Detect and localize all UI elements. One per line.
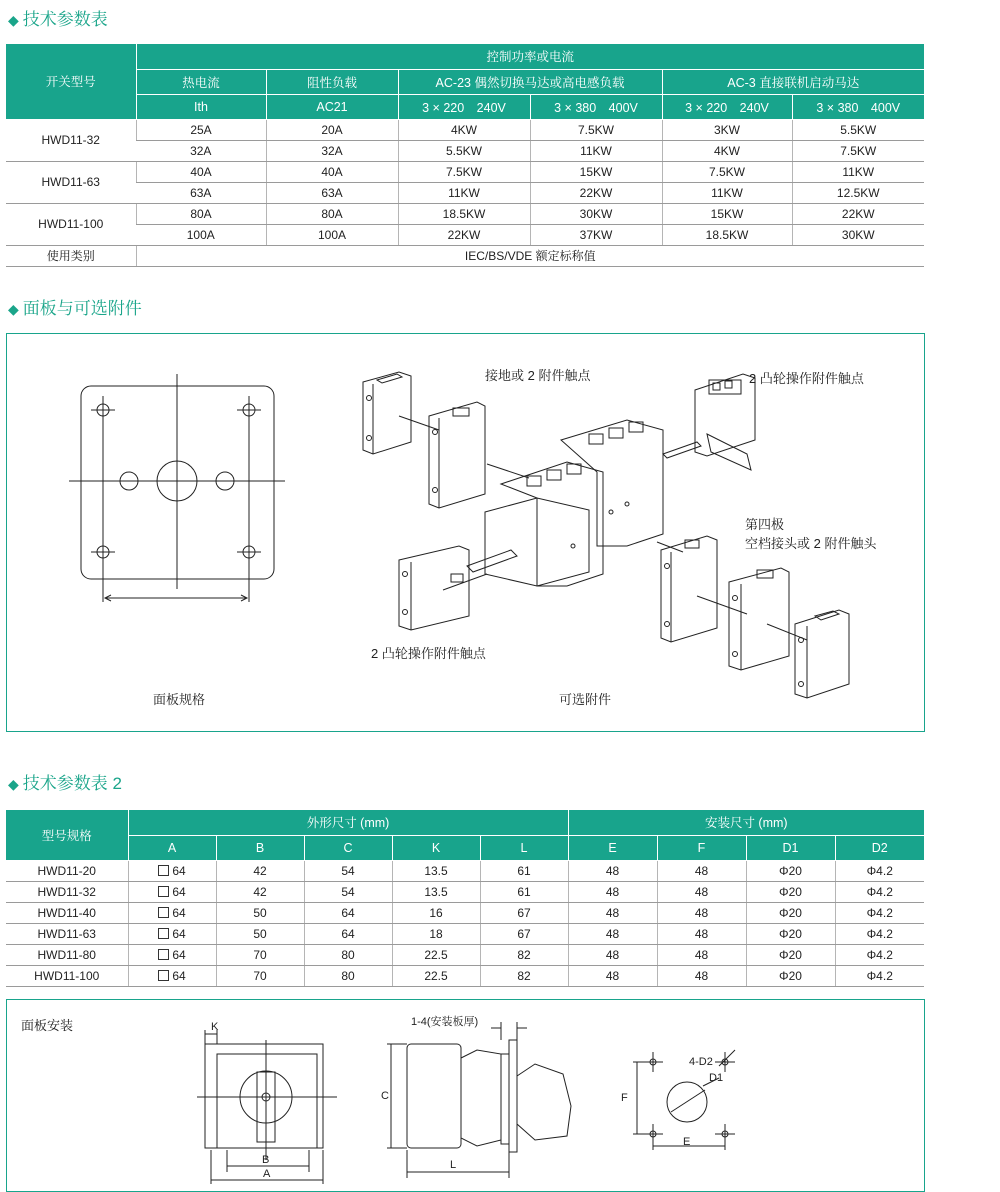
cell: 4KW — [398, 119, 530, 140]
accessory-fourth-pole — [661, 536, 717, 642]
table-row — [6, 245, 924, 266]
cell-a — [128, 965, 216, 986]
header-f: F — [657, 835, 746, 860]
model-cell: HWD11-63 — [6, 923, 128, 944]
header-b: B — [216, 835, 304, 860]
cell-f: 48 — [657, 881, 746, 902]
square-icon — [158, 949, 169, 960]
section-title-text: 面板与可选附件 — [22, 299, 142, 318]
panel-accessories-box — [6, 333, 925, 732]
cell: 5.5KW — [398, 140, 530, 161]
dimension-rows — [6, 860, 924, 986]
cell-a — [128, 860, 216, 881]
header-ac3-220: 3 × 220 240V — [662, 94, 792, 119]
dim-k: K — [211, 1021, 219, 1033]
cell-d2: Φ4.2 — [835, 923, 924, 944]
header-d1: D1 — [746, 835, 835, 860]
cell-k: 18 — [392, 923, 480, 944]
cell: 3KW — [662, 119, 792, 140]
model-cell: HWD11-100 — [6, 203, 136, 245]
header-ac3: AC-3 直接联机启动马达 — [662, 69, 924, 94]
cell-e: 48 — [568, 965, 657, 986]
cell-d1: Φ20 — [746, 923, 835, 944]
table-row — [6, 923, 924, 944]
dim-c: C — [381, 1090, 389, 1102]
header-resistive: 阻性负载 — [266, 69, 398, 94]
cell: 37KW — [530, 224, 662, 245]
model-cell: HWD11-40 — [6, 902, 128, 923]
cell: 5.5KW — [792, 119, 924, 140]
cell: 11KW — [398, 182, 530, 203]
callout-fourth-pole-2: 空档接头或 2 附件触头 — [745, 536, 877, 551]
cell: 25A — [136, 119, 266, 140]
model-cell: HWD11-80 — [6, 944, 128, 965]
dim-f: F — [621, 1092, 628, 1104]
dim-a: A — [263, 1168, 271, 1180]
diamond-icon: ◆ — [8, 776, 19, 792]
section-title-text: 技术参数表 — [22, 10, 108, 29]
cell-d2: Φ4.2 — [835, 965, 924, 986]
cell-e: 48 — [568, 944, 657, 965]
cell-l: 61 — [480, 881, 568, 902]
cell-d1: Φ20 — [746, 860, 835, 881]
cell-b: 42 — [216, 881, 304, 902]
diamond-icon: ◆ — [8, 12, 19, 28]
header-group: 控制功率或电流 — [136, 44, 924, 69]
cell: 22KW — [530, 182, 662, 203]
cell-f: 48 — [657, 944, 746, 965]
dim-e: E — [683, 1136, 691, 1148]
model-cell: HWD11-63 — [6, 161, 136, 203]
cell: 22KW — [792, 203, 924, 224]
square-icon — [158, 865, 169, 876]
cell: 15KW — [530, 161, 662, 182]
accessory-right-mid — [729, 568, 789, 670]
cell-b: 50 — [216, 902, 304, 923]
usage-label: 使用类别 — [6, 245, 136, 266]
cell: 32A — [136, 140, 266, 161]
table-row — [6, 203, 924, 224]
table-row — [6, 860, 924, 881]
cell-d2: Φ4.2 — [835, 902, 924, 923]
cell: 80A — [136, 203, 266, 224]
cell-b: 42 — [216, 860, 304, 881]
dimension-table — [6, 810, 924, 987]
cell-a — [128, 923, 216, 944]
accessory-left-top — [363, 372, 411, 454]
cell-k: 22.5 — [392, 965, 480, 986]
cell-d2: Φ4.2 — [835, 881, 924, 902]
cell-e: 48 — [568, 860, 657, 881]
table-row — [6, 140, 924, 161]
cell-b: 50 — [216, 923, 304, 944]
cell: 30KW — [792, 224, 924, 245]
header-ac23-220: 3 × 220 240V — [398, 94, 530, 119]
cell-l: 67 — [480, 902, 568, 923]
header-outer: 外形尺寸 (mm) — [128, 810, 568, 835]
cell: 18.5KW — [398, 203, 530, 224]
cell: 7.5KW — [662, 161, 792, 182]
table-row — [6, 182, 924, 203]
front-outline — [205, 1044, 323, 1148]
table-row — [6, 881, 924, 902]
cell-b: 70 — [216, 944, 304, 965]
header-ac21: AC21 — [266, 94, 398, 119]
cell-a — [128, 881, 216, 902]
square-icon — [158, 907, 169, 918]
section-title-text: 技术参数表 2 — [22, 774, 122, 793]
section-title-spec — [8, 5, 108, 30]
cell-f: 48 — [657, 860, 746, 881]
cell-l: 61 — [480, 860, 568, 881]
main-switch-body — [467, 420, 701, 586]
callout-fourth-pole-1: 第四极 — [745, 517, 785, 532]
accessory-ground — [429, 402, 485, 508]
table-row — [6, 161, 924, 182]
cell-k: 22.5 — [392, 944, 480, 965]
cell-d2: Φ4.2 — [835, 944, 924, 965]
cell-k: 16 — [392, 902, 480, 923]
dim-thickness: 1-4(安装板厚) — [411, 1016, 479, 1028]
cell: 100A — [136, 224, 266, 245]
header-model: 开关型号 — [6, 44, 136, 119]
cell-l: 82 — [480, 965, 568, 986]
cell-k: 13.5 — [392, 860, 480, 881]
diamond-icon: ◆ — [8, 301, 19, 317]
cell-e: 48 — [568, 881, 657, 902]
dim-l: L — [450, 1159, 457, 1171]
square-icon — [158, 970, 169, 981]
accessories-caption: 可选附件 — [559, 692, 612, 707]
cell-e: 48 — [568, 902, 657, 923]
cell: 20A — [266, 119, 398, 140]
header-a: A — [128, 835, 216, 860]
cell: 40A — [136, 161, 266, 182]
cell-c: 64 — [304, 902, 392, 923]
dim-d1: D1 — [709, 1072, 724, 1084]
cell-k: 13.5 — [392, 881, 480, 902]
cell-c: 54 — [304, 860, 392, 881]
callout-cam-bottom: 2 凸轮操作附件触点 — [371, 646, 486, 661]
mount-title: 面板安装 — [21, 1018, 74, 1033]
cell-a-value: 64 — [172, 947, 186, 962]
cell-c: 80 — [304, 944, 392, 965]
cell: 32A — [266, 140, 398, 161]
cell-c: 54 — [304, 881, 392, 902]
section-title-panel — [8, 294, 142, 319]
table-row — [6, 944, 924, 965]
cell: 18.5KW — [662, 224, 792, 245]
cell-a-value: 64 — [172, 863, 186, 878]
cell: 12.5KW — [792, 182, 924, 203]
cell: 15KW — [662, 203, 792, 224]
model-cell: HWD11-100 — [6, 965, 128, 986]
section-title-spec2 — [8, 769, 122, 794]
header-d2: D2 — [835, 835, 924, 860]
header-model: 型号规格 — [6, 810, 128, 860]
accessory-cam-bottom — [399, 546, 469, 630]
cell: 11KW — [792, 161, 924, 182]
callout-cam-top: 2 凸轮操作附件触点 — [749, 371, 864, 386]
dim-d2: 4-D2 — [689, 1056, 713, 1068]
header-thermal: 热电流 — [136, 69, 266, 94]
model-cell: HWD11-32 — [6, 119, 136, 161]
cell: 63A — [266, 182, 398, 203]
cell: 11KW — [530, 140, 662, 161]
panel-caption: 面板规格 — [153, 692, 206, 707]
cell: 80A — [266, 203, 398, 224]
cell-f: 48 — [657, 902, 746, 923]
header-ith: Ith — [136, 94, 266, 119]
cell-b: 70 — [216, 965, 304, 986]
cell-a-value: 64 — [172, 926, 186, 941]
table-row — [6, 965, 924, 986]
header-l: L — [480, 835, 568, 860]
cell-d1: Φ20 — [746, 944, 835, 965]
cell-a-value: 64 — [172, 968, 186, 983]
square-icon — [158, 928, 169, 939]
cell-d1: Φ20 — [746, 965, 835, 986]
square-icon — [158, 886, 169, 897]
cell-a — [128, 902, 216, 923]
cell-d2: Φ4.2 — [835, 860, 924, 881]
header-ac3-380: 3 × 380 400V — [792, 94, 924, 119]
header-c: C — [304, 835, 392, 860]
cell-c: 64 — [304, 923, 392, 944]
table-row — [6, 224, 924, 245]
cell: 7.5KW — [530, 119, 662, 140]
usage-value: IEC/BS/VDE 额定标称值 — [136, 245, 924, 266]
cell-l: 82 — [480, 944, 568, 965]
cell-d1: Φ20 — [746, 902, 835, 923]
cell: 40A — [266, 161, 398, 182]
cell: 30KW — [530, 203, 662, 224]
model-cell: HWD11-20 — [6, 860, 128, 881]
cell-e: 48 — [568, 923, 657, 944]
cell: 100A — [266, 224, 398, 245]
dim-b: B — [262, 1154, 270, 1166]
cell: 63A — [136, 182, 266, 203]
header-ac23: AC-23 偶然切换马达或高电感负载 — [398, 69, 662, 94]
cell-c: 80 — [304, 965, 392, 986]
cell: 7.5KW — [398, 161, 530, 182]
callout-ground: 接地或 2 附件触点 — [485, 368, 591, 383]
cell: 4KW — [662, 140, 792, 161]
cell-f: 48 — [657, 965, 746, 986]
accessory-cam-top — [695, 374, 755, 470]
header-e: E — [568, 835, 657, 860]
panel-mount-box — [6, 999, 925, 1192]
model-cell: HWD11-32 — [6, 881, 128, 902]
cell: 22KW — [398, 224, 530, 245]
side-body — [407, 1044, 461, 1148]
cell: 7.5KW — [792, 140, 924, 161]
cell: 11KW — [662, 182, 792, 203]
accessory-right-bottom — [795, 610, 849, 698]
cell-f: 48 — [657, 923, 746, 944]
table-row — [6, 902, 924, 923]
cell-d1: Φ20 — [746, 881, 835, 902]
cell-l: 67 — [480, 923, 568, 944]
header-mount: 安装尺寸 (mm) — [568, 810, 924, 835]
cell-a-value: 64 — [172, 905, 186, 920]
header-k: K — [392, 835, 480, 860]
spec-table — [6, 44, 924, 267]
header-ac23-380: 3 × 380 400V — [530, 94, 662, 119]
cell-a — [128, 944, 216, 965]
cell-a-value: 64 — [172, 884, 186, 899]
table-row — [6, 119, 924, 140]
